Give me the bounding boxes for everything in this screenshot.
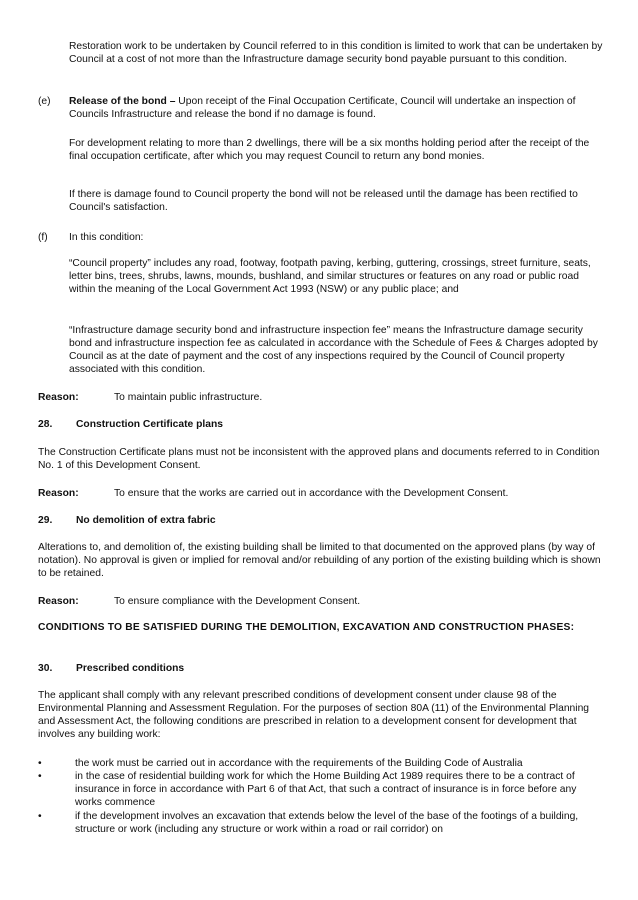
condition-28-heading xyxy=(38,418,605,431)
condition-30-number: 30. xyxy=(38,663,53,674)
condition-f-intro: In this condition: xyxy=(69,232,144,243)
condition-30-title: Prescribed conditions xyxy=(76,663,185,674)
bullet-icon: • xyxy=(38,811,42,822)
section-heading: CONDITIONS TO BE SATISFIED DURING THE DEMOLITION, EXCAVATION AND CONSTRUCTION PHASES: xyxy=(38,622,575,633)
council-property-definition: “Council property” includes any road, footway, footpath paving, kerbing, guttering, crossings, street furniture, seats, letter bins, trees, shrubs, lawns, mounds, bushland, and similar structures or features on any road or public road within the meaning of the Local Government Act 1993 (NSW) or any public place; and xyxy=(69,258,591,295)
condition-29-number: 29. xyxy=(38,515,53,526)
reason-text: To maintain public infrastructure. xyxy=(114,392,263,403)
condition-29-reason xyxy=(38,595,605,608)
condition-28-title: Construction Certificate plans xyxy=(76,419,224,430)
reason-label: Reason: xyxy=(38,596,79,607)
restoration-paragraph: Restoration work to be undertaken by Council referred to in this condition is limited to work that can be undertaken by Council at a cost of not more than the Infrastructure damage security bond payable pursuant to this condition. xyxy=(69,41,603,65)
reason-label: Reason: xyxy=(38,488,79,499)
condition-29-title: No demolition of extra fabric xyxy=(76,515,216,526)
condition-e-paragraph-2: For development relating to more than 2 dwellings, there will be a six months holding period after the receipt of the final occupation certificate, after which you may request Council to return any bond monies. xyxy=(69,138,590,162)
bullet-icon: • xyxy=(38,771,42,782)
condition-e-label: (e) xyxy=(38,96,51,107)
condition-e-title: Release of the bond – xyxy=(69,96,176,107)
condition-28-number: 28. xyxy=(38,419,53,430)
condition-28-text: The Construction Certificate plans must not be inconsistent with the approved plans and documents referred to in Condition No. 1 of this Development Consent. xyxy=(38,447,600,471)
condition-29-heading xyxy=(38,514,605,527)
condition-29-text: Alterations to, and demolition of, the existing building shall be limited to that documented on the approved plans (by way of notation). No approval is given or implied for removal and/or rebuilding of any portion of the existing building which is shown to be retained. xyxy=(38,542,601,579)
condition-30-text: The applicant shall comply with any relevant prescribed conditions of development consent under clause 98 of the Environmental Planning and Assessment Regulation. For the purposes of section 80A (11) of the Environmental Planning and Assessment Act, the following conditions are prescribed in relation to a development consent for development that involves any building work: xyxy=(38,690,590,740)
reason-text: To ensure compliance with the Development Consent. xyxy=(114,596,361,607)
bullet-icon: • xyxy=(38,758,42,769)
list-item-text: in the case of residential building work for which the Home Building Act 1989 requires there to be a contract of insurance in force in accordance with Part 6 of that Act, that such a contract of insurance is in force before any works commence xyxy=(75,771,577,808)
condition-e-body: Upon receipt of the Final Occupation Certificate, Council will undertake an inspection of Councils Infrastructure and release the bond if no damage is found. xyxy=(69,96,576,120)
list-item-text: if the development involves an excavation that extends below the level of the base of the footings of a building, structure or work (including any structure or work within a road or rail corridor) on xyxy=(75,811,579,835)
condition-30-heading xyxy=(38,662,605,675)
condition-e-text xyxy=(69,95,605,121)
condition-f-label: (f) xyxy=(38,232,48,243)
reason-text: To ensure that the works are carried out in accordance with the Development Consent. xyxy=(114,488,509,499)
list-item-text: the work must be carried out in accordance with the requirements of the Building Code of Australia xyxy=(75,758,523,769)
reason-label: Reason: xyxy=(38,392,79,403)
infrastructure-bond-definition: “Infrastructure damage security bond and infrastructure inspection fee” means the Infrastructure damage security bond and infrastructure inspection fee as calculated in accordance with the Schedule of Fees & Charges adopted by Council as at the date of payment and the cost of any inspections required by the Council of Council property associated with this condition. xyxy=(69,325,598,375)
condition-e-paragraph-3: If there is damage found to Council property the bond will not be released until the damage has been rectified to Council's satisfaction. xyxy=(69,189,578,213)
condition-28-reason xyxy=(38,487,605,500)
reason-row xyxy=(38,391,605,404)
